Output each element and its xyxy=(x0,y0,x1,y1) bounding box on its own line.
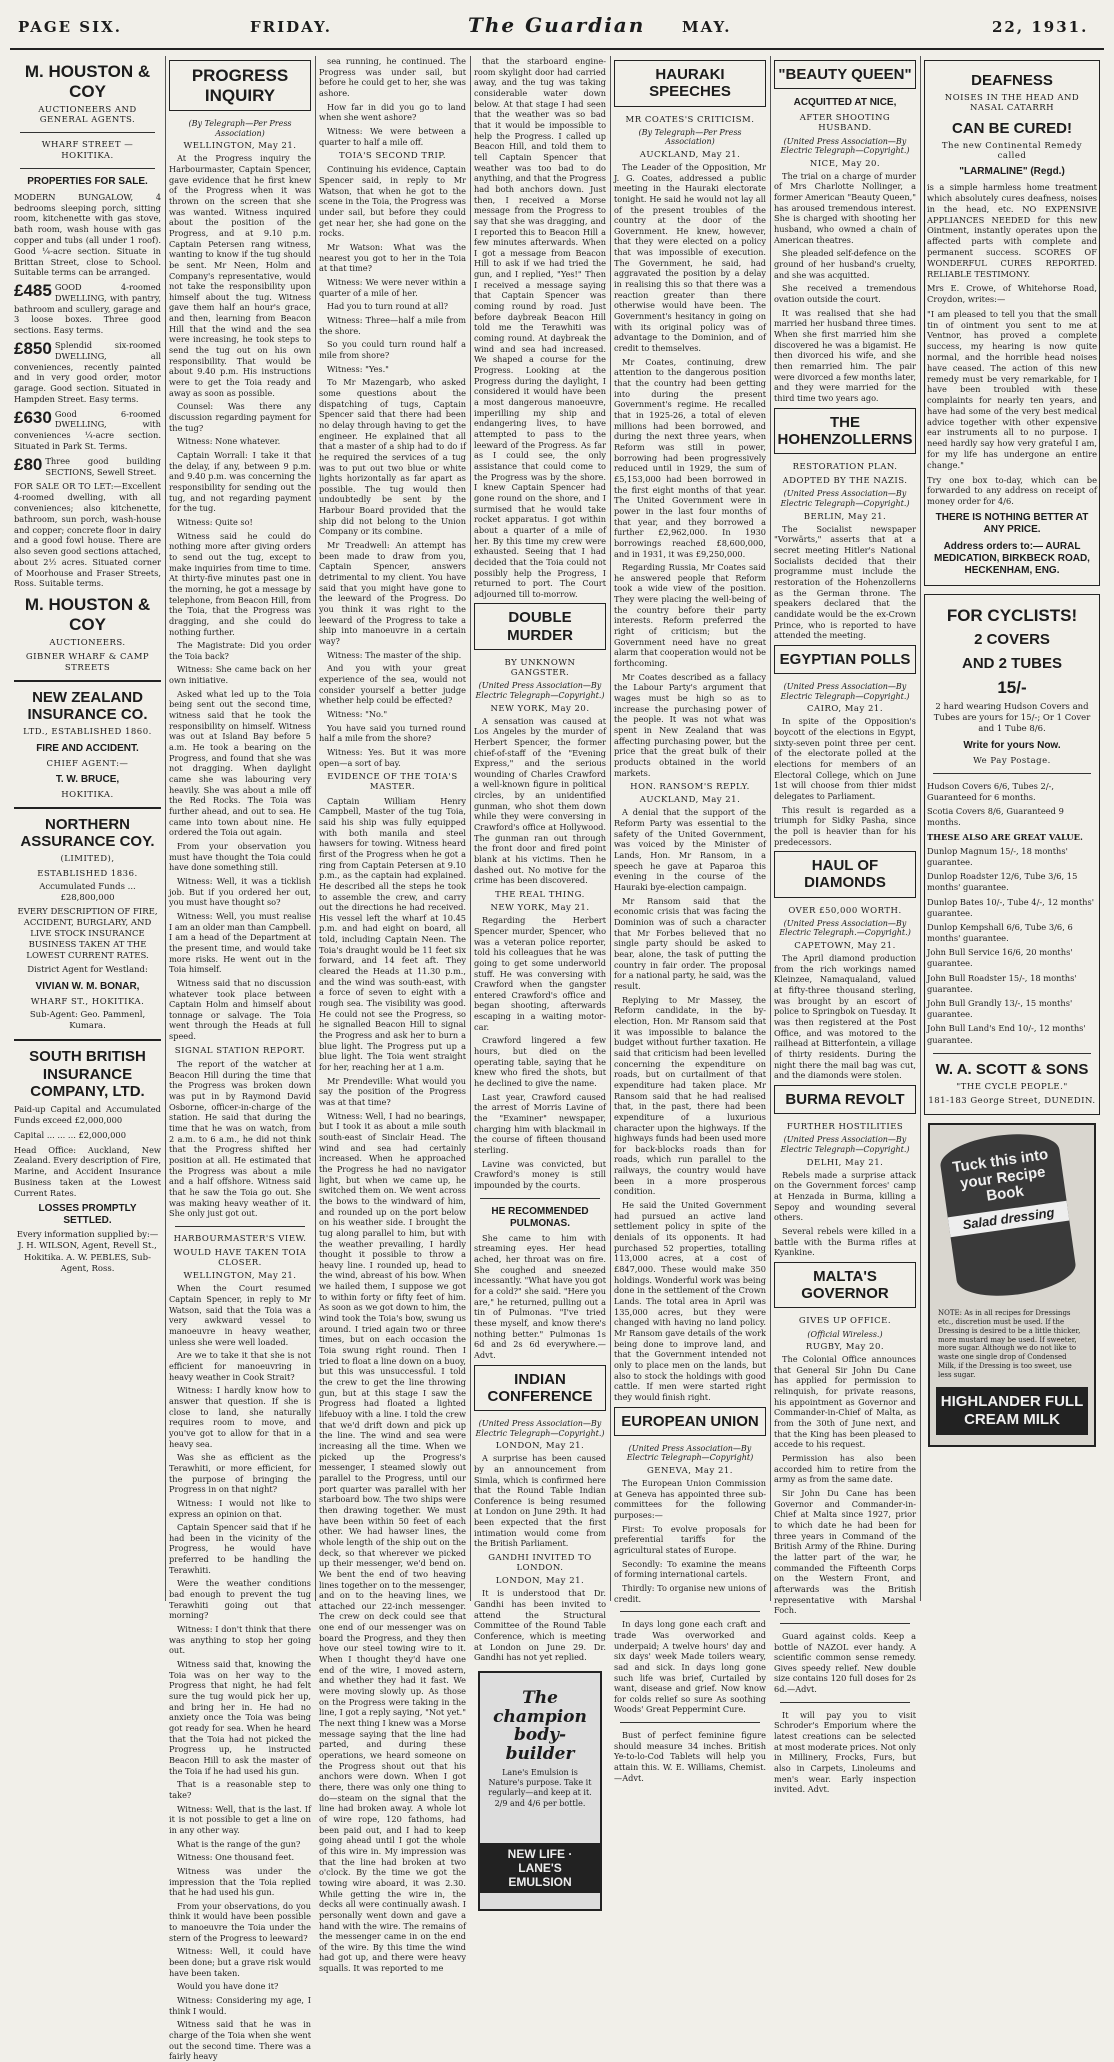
headline-box xyxy=(774,851,916,898)
advertisement-text: She came to him with streaming eyes. Her head ached, her throat was on fire. She coughed and sneezed incessantly. "What have you got for a cold?" she said. "Here you are," he returned, pulling out a tin of Pulmonas. "I've tried these myself, and know there's nothing better." Pulmonas 1s 6d and 2s 6d everywhere.—Advt. xyxy=(474,1232,606,1360)
article-paragraph: You have said you turned round half a mile from the shore? xyxy=(319,722,466,744)
article-headline: MALTA'S GOVERNOR xyxy=(801,1267,889,1303)
article-source: (By Telegraph—Per Press Association) xyxy=(638,127,742,147)
article-headline: HAUL OF DIAMONDS xyxy=(804,857,886,892)
article-headline: THE HOHENZOLLERNS xyxy=(777,413,913,448)
product-name: "LARMALINE" (Regd.) xyxy=(959,166,1065,178)
article-dateline: AUCKLAND, May 21. xyxy=(639,795,741,806)
article-headline: INDIAN CONFERENCE xyxy=(487,1370,593,1405)
article-paragraph: Witness: Well, I had no bearings, but I took it as about a mile south south-east of Sinclair Head. The wind and sea had certainly increased. When he approached the Progress he had no navigator light, but when we came up, he switched them on. We went across the bows to the windward of him, and rounded up on the port below on his weather side. I brought the tug along parallel to him, but with the weather prevailing, I hardly thought it possible to throw a heavy line. I rounded up, head to the wind, abreast of his bow. When we hailed them, I suppose we got to within forty or fifty feet of him. As soon as we got down to him, the wind took the Toia's bow, swung us around. I tried again two or three times, but on each occasion the Toia swung right round. Then I tried to float a line down on a buoy, but this was unsuccessful. I told the crew to get the line throwing gun, but at this stage I saw the Progress had floated a lighted lifebuoy with a line. I told the crew that we'd drift down and pick up the line. The wind and sea were increasing all the time. When we picked up the Progress's messenger, I steamed slowly out parallel to the Progress, until our port quarter was parallel with her starboard bow. The two ships were then drawing together. We must have been within 50 feet of each other. We had hawser lines, the whole length of the ship out on the deck, so that wherever we picked up their messenger, we'd bend on. We bent the end of two heaving lines together on to the messenger, and on to the heaving lines, we attached our 22-inch messenger. The crew on deck could see that one end of our messenger was on board the Progress, and they then hove our steel towing wire to it. When I thought they'd have one end of the wire, I moved astern, and whether they had it fast. We were moving slowly up. As those on the Progress were taking in the line, I got a reply saying, "Not yet." The next thing I knew was a Morse message saying that the line had parted, and during these operations, we heard someone on the Progress shout out that his anchors were down. When I got there, there was only one thing to do—steam on the signal that the line had broken away. A whole lot of wire rope, 120 fathoms, had been paid out, and I had to keep going ahead until I got the whole of this wire in. My impression was that the line had broken at two o'clock. By the time we got the towing wire aboard, it was 2.30. While getting the wire in, the decks all were continually awash. I personally went down and gave a hand with the wire. The remains of the messenger came in on the end of the wire. By this time the wind had got up, and there were heavy squalls. It was reported to me xyxy=(319,1110,467,1974)
advertisement-headline: FOR CYCLISTS! xyxy=(946,605,1078,625)
article-dateline: RUGBY, May 20. xyxy=(805,1342,885,1353)
article-paragraph: Witness: Three—half a mile from the shore. xyxy=(319,314,466,336)
article-paragraph: Regarding Russia, Mr Coates said he answered people that Reform took a wide view of the position. They were placing the well-being of the country before their party interests. Reform preferred the right of criticism; but the Government need have no great alarm that cooperation would not be forthcoming. xyxy=(614,562,766,669)
insurer-established: ESTABLISHED 1836. xyxy=(37,868,138,879)
insurer-description: Head Office: Auckland, New Zealand. Every description of Fire, Marine, and Accident Insurance Business taken at the Lowest Current Rates. xyxy=(14,1144,161,1198)
article-paragraph: The April diamond production from the rich workings named Kleinzee, Namaqualand, valued at fifty-three thousand sterling, was brought by an escort of police to Springbok on Tuesday. It was then registered at the Post Office, and was motored to the railhead at Bitterfontein, a village of thirty residents. During the night there the mail bag was cut, and the diamonds were stolen. xyxy=(774,953,916,1081)
milk-brand-banner: HIGHLANDER FULL CREAM MILK xyxy=(936,1387,1088,1435)
article-paragraph: Mr Watson: What was the nearest you got to her in the Toia at that time? xyxy=(319,242,466,274)
article-paragraph: It is understood that Dr. Gandhi has been invited to attend the Structural Committee of the Round Table Conference, which is meeting at London on June 29. Dr. Gandhi has not yet replied. xyxy=(474,1588,606,1663)
article-paragraph: Mr Coates described as a fallacy the Labour Party's argument that wages must be high so as to increase the purchasing power of the people. It was not what was spent in New Zealand that was affecting purchasing power, but the price that the great bulk of their products obtained in the world markets. xyxy=(614,671,766,778)
article-paragraph: So you could turn round half a mile from shore? xyxy=(319,339,466,360)
advertisement-heading: HE RECOMMENDED PULMONAS. xyxy=(491,1205,589,1229)
advertiser-slogan: "THE CYCLE PEOPLE." xyxy=(956,1082,1068,1093)
price-list-item: Dunlop Bates 10/-, Tube 4/-, 12 months' guarantee. xyxy=(927,896,1095,918)
advertisement-headline: CAN BE CURED! xyxy=(952,119,1072,137)
article-source: (United Press Association—By Electric Telegraph.—Copyright.) xyxy=(779,918,911,938)
sub-agent: Sub-Agent: Geo. Pammenl, Kumara. xyxy=(29,1010,146,1032)
article-dateline: DELHI, May 21. xyxy=(806,1157,884,1168)
advertisement-text: 2 hard wearing Hudson Covers and Tubes are yours for 15/-; Or 1 Cover and 1 Tube 8/6. xyxy=(933,701,1091,734)
agent-label: CHIEF AGENT:— xyxy=(46,758,129,769)
headline-box xyxy=(774,408,916,455)
headline-box xyxy=(774,1262,916,1309)
article-paragraph: The Colonial Office announces that General Sir John Du Cane has applied for permission to relinquish, for private reasons, his appointment as Governor and Commander-in-Chief of Malta, as from the 30th of June next, and that the King has been pleased to accede to his request. xyxy=(774,1354,916,1450)
insurer-name: NORTHERN ASSURANCE COY. xyxy=(20,815,155,851)
article-source: (United Press Association—By Electric Telegraph—Copyright) xyxy=(626,1443,754,1463)
article-paragraph: Witness: She came back on her own initiative. xyxy=(169,664,311,686)
article-source: (United Press Association—By Electric Telegraph—Copyright.) xyxy=(780,489,910,509)
advertisement-text: is a simple harmless home treatment which absolutely cures deafness, noises in the head, etc. NO EXPENSIVE APPLIANCES NEEDED for this new Ointment, instantly operates upon the affected parts with complete and permanent success. SCORES OF WONDERFUL CURES REPORTED. RELIABLE TESTIMONY. xyxy=(927,182,1097,279)
property-price: £485 xyxy=(14,281,52,301)
masthead-month: MAY. xyxy=(682,18,732,36)
article-paragraph: Crawford lingered a few hours, but died on the operating table, saying that he knew who fired the shots, but he declined to give the name. xyxy=(474,1035,606,1089)
article-subheading: EVIDENCE OF THE TOIA'S MASTER. xyxy=(327,772,458,793)
article-paragraph: Would you have done it? xyxy=(177,1981,279,1992)
property-price: £850 xyxy=(14,339,52,358)
agent-name: VIVIAN W. M. BONAR, xyxy=(35,981,140,993)
divider xyxy=(20,168,155,169)
article-paragraph: What is the range of the gun? xyxy=(177,1838,301,1849)
divider xyxy=(14,680,161,682)
article-paragraph: He said the United Government had pursued an active land settlement policy in spite of the denials of its opponents. It had purchased 52 properties, totalling 113,000 acres, at a cost of £847,000. These would make 350 holdings. Wonderful work was being done in the settlement of the Crown Lands. The total area in April was 135,000 acres, but they were changed with having no land policy. Mr Ransom gave details of the work being done to improve land, and that the Government intended not only to place men on the lands, but also to stock the holdings with good cattle. If men were started right they would finish right. xyxy=(614,1200,766,1402)
article-headline: PROGRESS INQUIRY xyxy=(191,66,289,105)
advertisement-headline: DEAFNESS xyxy=(971,72,1053,89)
advertisement-testimonial: "I am pleased to tell you that the small tin of ointment you sent to me at Ventnor, has proved a complete success, my hearing is now quite normal, and the horrible head noises have ceased. The action of this new remedy must be very remarkable, for I have been troubled with these complaints for nearly ten years, and have had some of the very best medical advice together with other expensive ear instruments all to no purpose. I need hardly say how very grateful I am, for my life has undergone an entire change." xyxy=(927,308,1097,470)
article-paragraph: Witness: I don't think that there was anything to stop her going out. xyxy=(169,1624,311,1656)
article-subheading: MR COATES'S CRITICISM. xyxy=(625,114,755,125)
insurer-slogan: LOSSES PROMPTLY SETTLED. xyxy=(38,1203,137,1227)
advertisement-subheading: The new Continental Remedy called xyxy=(941,140,1083,162)
price-list-item: Dunlop Kempshall 6/6, Tube 3/6, 6 months' guarantee. xyxy=(927,921,1073,944)
article-paragraph: Witness said he could do nothing more after giving orders to send out the tug, except to make inquiries from time to time. At thirty-five minutes past one in the morning, he got a message by telephone, from Beacon Hill, from the Toia, that the Progress was dragging, and she could do nothing further. xyxy=(169,530,311,637)
insurer-funds: Accumulated Funds ... £28,800,000 xyxy=(39,881,136,903)
article-subheading: SIGNAL STATION REPORT. xyxy=(174,1045,306,1056)
advertisement-headline: Tuck this into your Recipe Book xyxy=(951,1146,1050,1206)
divider xyxy=(780,1623,910,1624)
article-dateline: NEW YORK, May 20. xyxy=(490,703,590,714)
article-dateline: GENEVA, May 21. xyxy=(646,1466,734,1476)
headline-box xyxy=(614,60,766,107)
article-paragraph: Mr Prendeville: What would you say the position of the Progress was at that time? xyxy=(319,1075,466,1107)
article-paragraph: Witness: We were never within a quarter of a mile of her. xyxy=(319,277,466,298)
property-description: Splendid six-roomed DWELLING, all conveniences, recently painted and in very good order, motor garage. Good section. Situated in Hampden Street. Easy terms. xyxy=(14,340,161,404)
article-paragraph: Witness: Well, it could have been done; but a grave risk would have been taken. xyxy=(169,1946,311,1978)
masthead-day: FRIDAY. xyxy=(250,18,333,36)
article-paragraph: The trial on a charge of murder of Mrs Charlotte Nollinger, a former American "Beauty Queen," has aroused tremendous interest. She is charged with shooting her husband, who owned a chain of American theatres. xyxy=(774,170,917,245)
offer-line: AND 2 TUBES xyxy=(961,654,1062,672)
advertiser-name: M. HOUSTON & COY xyxy=(24,62,151,101)
article-dateline: CAIRO, May 21. xyxy=(806,704,884,715)
article-source: (United Press Association—By Electric Telegraph—Copyright.) xyxy=(780,136,910,156)
article-paragraph: Mr Treadwell: An attempt has been made to draw from you, Captain Spencer, answers detrimental to my client. You have said that you might have gone to the leeward of the Progress. Do you think it was right to the leeward of the Progress to take a ship into manoeuvre in a certain way? xyxy=(319,540,466,646)
article-paragraph: The European Union Commission at Geneva has appointed three sub-committees for the following purposes:— xyxy=(614,1478,766,1520)
article-dateline: WELLINGTON, May 21. xyxy=(183,1271,297,1282)
article-paragraph: At the Progress inquiry the Harbourmaster, Captain Spencer, gave evidence that he first knew of the Progress when it was thrown on the screen that she was wanted. Witness inquired about the position of the Progress, and at 9.10 p.m. Captain Petersen rang witness, wanting to know if the tug should be sent. Mr Neen, Holm and Company's representative, would not take the responsibility upon himself about the tug. Witness gave them half an hour's grace, and then, learning from Beacon Hill that the wind and the sea were increasing, he took steps to send the tug out on his own responsibility. That would be about 9.40 p.m. His instructions were to get the Toia ready and away as soon as possible. xyxy=(169,153,311,398)
headline-box xyxy=(474,1365,606,1412)
article-paragraph: Secondly: To examine the means of forming international cartels. xyxy=(614,1558,766,1580)
insurer-capital: Capital ... ... ... £2,000,000 xyxy=(14,1129,126,1140)
advertiser-address: WHARF STREET — HOKITIKA. xyxy=(41,140,134,161)
article-subheading: GANDHI INVITED TO LONDON. xyxy=(488,1553,592,1574)
insurer-name: SOUTH BRITISH INSURANCE COMPANY, LTD. xyxy=(29,1048,146,1100)
advertisement-subheading: NOISES IN THE HEAD AND NASAL CATARRH xyxy=(944,93,1080,114)
insurer-name: NEW ZEALAND INSURANCE CO. xyxy=(27,688,148,724)
agent-info: Every information supplied by:— J. H. WILSON, Agent, Revell St., Hokitika. A. W. PEBLES, Sub-Agent, Ross. xyxy=(16,1230,159,1274)
article-paragraph: The Magistrate: Did you order the Toia back? xyxy=(169,640,311,661)
article-headline: BURMA REVOLT xyxy=(785,1090,905,1108)
highlander-milk-advertisement xyxy=(928,1123,1096,1447)
article-paragraph: Witness: "Yes." xyxy=(327,363,389,374)
article-paragraph: Witness: Quite so! xyxy=(177,516,253,527)
offer-price: 15/- xyxy=(997,677,1027,697)
article-paragraph: And you with your great experience of the sea, would not consider yourself a better judge whether help could be effected? xyxy=(319,663,466,706)
article-paragraph: Witness was under the impression that the Toia replied that he had used his gun. xyxy=(169,1865,311,1898)
insurer-type: FIRE AND ACCIDENT. xyxy=(36,742,139,754)
article-paragraph: From your observations, do you think it would have been possible to manoeuvre the Toia under the stern of the Progress to leeward? xyxy=(169,1900,311,1943)
article-paragraph: First: To evolve proposals for preferential tariffs for the agricultural states of Europe. xyxy=(614,1523,766,1555)
article-paragraph: Witness said that no discussion whatever took place between Captain Holm and himself about tonnage or salvage. The Toia went through the Heads at full speed. xyxy=(169,977,311,1042)
article-paragraph: This result is regarded as a triumph for Sidky Pasha, since the poll is heavier than for his predecessors. xyxy=(774,804,916,847)
agent-name: T. W. BRUCE, xyxy=(55,773,120,785)
article-dateline: NEW YORK, May 21. xyxy=(490,903,590,914)
article-dateline: WELLINGTON, May 21. xyxy=(183,141,297,152)
article-paragraph: Lavine was convicted, but Crawford's money is still impounded by the courts. xyxy=(474,1158,606,1190)
article-paragraph: She received a tremendous ovation outside the court. xyxy=(774,283,916,305)
divider xyxy=(20,132,155,133)
column-progress-inquiry-continued xyxy=(315,56,470,1974)
article-paragraph: Captain William Henry Campbell, Master of the tug Toia, said his ship was fully equipped with both manila and steel hawsers for towing. Witness heard first of the Progress when he got a ring from Captain Petersen at 9.10 p.m., as the captain had explained. He described all the steps he took to assemble the crew, and carry out the directions he had received. His vessel left the wharf at 10.45 p.m. and had eight on board, all told, including Captain Neen. The Toia's draught would be 11 feet six forward, and 14 feet aft. They cleared the Heads at 11.30 p.m., and the wind was south-east, with a force of seven to eight with a rough sea. The visibility was good. He could not see the Progress, so he signalled Beacon Hill to signal the Progress and ask her to burn a blue light. The Progress put up a blue light. The Toia went straight for her, reaching her at 1 a.m. xyxy=(319,795,466,1072)
property-listing xyxy=(14,456,161,478)
masthead-date: 22, 1931. xyxy=(992,18,1089,36)
lanes-emulsion-advertisement xyxy=(478,1671,602,1911)
divider xyxy=(933,1053,1091,1054)
article-paragraph: The Leader of the Opposition, Mr J. G. Coates, addressed a public meeting in the Hauraki electorate tonight. He said he would not lay all of the present troubles of the country at the door of the Government. He knew, however, that they were elected on a policy that was impossible of execution. The Government, he said, had aggravated the position by a delay in realising this so that there was a reaction greater than there otherwise would have been. The Government's hesitancy in going on with its original policy was of advantage to the Dominion, and of credit to themselves. xyxy=(614,161,766,354)
article-paragraph: Was she as efficient as the Terawhiti, or more efficient, for the purpose of bringing the Progress in on that night? xyxy=(169,1452,311,1495)
article-source: (United Press Association—By Electric Telegraph—Copyright.) xyxy=(475,1419,605,1438)
article-paragraph: In spite of the Opposition's boycott of the elections in Egypt, sixty-seven point three per cent. of the electorate polled at the elections for members of an Electoral College, which on June 1st will choose from thier midst delegates to Parliament. xyxy=(774,716,916,801)
property-description: Good 6-roomed DWELLING, with conveniences ¼-acre section. Situated in Park St. Terms. xyxy=(14,408,161,452)
article-paragraph: She pleaded self-defence on the ground of her husband's cruelty, and she was acquitted. xyxy=(774,248,916,280)
postage-note: We Pay Postage. xyxy=(973,755,1051,766)
article-headline: EGYPTIAN POLLS xyxy=(779,650,911,668)
article-paragraph: Witness: I hardly know how to answer that question. If she is close to land, she naturally requires room to move, and you've got to allow for that in a heavy sea. xyxy=(169,1385,311,1449)
article-paragraph: Counsel: Was there any discussion regarding payment for the tug? xyxy=(169,401,311,433)
article-paragraph: Mr Coates, continuing, drew attention to the dangerous position that the country had been getting into during the present Government's regime. He recalled that in 1925-26, a total of eleven millions had been borrowed, and during the next three years, when Reform was still in power, borrowing had been progressively reduced until in 1929, the sum of £5,153,000 had been borrowed in the first eight months of that year. The United Government were in power in the last four months of that year, and they borrowed a further £2,962,000. In 1930 borrowings reached £8,600,000, and in 1931, it was £9,250,000. xyxy=(614,356,766,559)
insurer-established: LTD., ESTABLISHED 1860. xyxy=(23,727,152,738)
property-description: GOOD 4-roomed DWELLING, with pantry, bathroom and scullery, garage and 3 loose boxes. Three good sections. Easy terms. xyxy=(14,282,161,336)
column-cable-news xyxy=(770,56,920,1795)
advertisement-text: Mrs E. Crowe, of Whitehorse Road, Croydon, writes:— xyxy=(927,283,1097,305)
insurer-capital: Paid-up Capital and Accumulated Funds exceed £2,000,000 xyxy=(14,1104,161,1125)
headline-box xyxy=(774,1085,916,1114)
price-list-item: John Bull Land's End 10/-, 12 months' guarantee. xyxy=(927,1023,1086,1045)
article-headline: DOUBLE MURDER xyxy=(507,609,573,644)
agent-town: HOKITIKA. xyxy=(61,789,114,800)
article-subheading: WOULD HAVE TAKEN TOIA CLOSER. xyxy=(173,1248,307,1269)
advertisement-text: Bust of perfect feminine figure should measure 34 inches. British Ye-to-lo-Cod Tablets will help you attain this. W. E. Williams, Chemist.—Advt. xyxy=(614,1730,766,1783)
divider xyxy=(933,773,1091,774)
headline-box xyxy=(474,603,606,650)
price-list-item: John Bull Grandly 13/-, 15 months' guarantee. xyxy=(927,998,1073,1020)
headline-box xyxy=(774,645,916,674)
article-paragraph: Witness: We were between a quarter to half a mile off. xyxy=(319,125,466,147)
article-subheading: AFTER SHOOTING HUSBAND. xyxy=(799,113,891,134)
article-subheading: FURTHER HOSTILITIES xyxy=(786,1122,904,1133)
article-paragraph: Witness: None whatever. xyxy=(177,436,281,447)
price-list-item: John Bull Service 16/6, 20 months' guarantee. xyxy=(927,947,1073,969)
advertisement-text: Guard against colds. Keep a bottle of NAZOL ever handy. A scientific common sense remedy. Gives speedy relief. New double size contains 120 full doses for 2s 6d.—Advt. xyxy=(774,1630,916,1695)
agent-address: WHARF ST., HOKITIKA. xyxy=(30,997,145,1008)
property-listing: MODERN BUNGALOW, 4 bedrooms sleeping porch, sitting room, kitchenette with gas stove, bath room, wash house with gas copper and tubs (all under 1 roof). Good ¼-acre section. Situate in Brittan Street, close to School. Suitable terms can be arranged. xyxy=(14,191,161,278)
advertisement-headline: The champion body-builder xyxy=(493,1687,587,1764)
advertiser-address: GIBNER WHARF & CAMP STREETS xyxy=(25,652,150,673)
article-paragraph: that the starboard engine-room skylight door had carried away, and the tug was taking considerable water down below. At that stage I had seen that the weather was so bad that it would be impossible to help the Progress. I called up Beacon Hill, and told them to tell Captain Spencer that weather was too bad to do anything, and that the Progress had both anchors down. Just then, I received a Morse message from the Progress to say that she was dragging, and I reported this to Beacon Hill a few minutes afterwards. When I got a message from Beacon Hill to ask if we had tried the gun, and I replied, "Yes!" Then I received a message saying that Captain Spencer was coming round by road. Just before daybreak Beacon Hill told me the Terawhiti was coming round. At daybreak the wind and sea had increased. We shaped a course for the Progress. Looking at the Progress during the daylight, I considered it would have been a most dangerous manoeuvre, imperilling my ship and endangering lives, to have attempted to pass to the leeward of the Progress. As far as I could see, the only assistance that could come to the Progress was by the shore. I knew Captain Spencer had gone round on the shore, and I surmised that he would take rocket apparatus. I got within about a quarter of a mile of her. By this time my crew were exhausted. Seeing that I had decided that the Toia could not possibly help the Progress, I returned to port. The Court adjourned till to-morrow. xyxy=(474,56,606,599)
article-dateline: CAPETOWN, May 21. xyxy=(794,941,896,952)
headline-box xyxy=(169,60,311,111)
article-paragraph: From your observation you must have thought the Toia could have done something still. xyxy=(169,840,311,873)
article-paragraph: Witness: One thousand feet. xyxy=(177,1852,295,1863)
headline-box xyxy=(774,60,916,89)
price-list-item: Hudson Covers 6/6, Tubes 2/-, Guaranteed for 6 months. xyxy=(927,780,1055,803)
advertiser-subtitle: AUCTIONEERS AND GENERAL AGENTS. xyxy=(38,105,137,126)
column-right-advertisements xyxy=(920,56,1104,1601)
advertiser-address: 181-183 George Street, DUNEDIN. xyxy=(928,1096,1096,1107)
article-paragraph: A surprise has been caused by an announcement from Simla, which is confirmed here that the Round Table Indian Conference is being resumed at London on June 29th. It had been expected that the first intimation would come from the British Parliament. xyxy=(474,1453,606,1549)
article-paragraph: Witness: The master of the ship. xyxy=(327,649,462,660)
article-paragraph: That is a reasonable step to take? xyxy=(169,1779,311,1800)
article-paragraph: Mr Ransom said that the economic crisis that was facing the Dominion was of such a character that Mr Forbes believed that no single party should be asked to bear, alone, the task of putting the country in fair order. The proposal for a national party, he said, was the result. xyxy=(614,895,766,991)
divider xyxy=(780,1702,910,1703)
advertisement-text: Lane's Emulsion is Nature's purpose. Take it regularly—and keep at it. 2/9 and 4/6 per bottle. xyxy=(488,1767,592,1808)
divider xyxy=(14,807,161,809)
article-subheading: BY UNKNOWN GANGSTER. xyxy=(504,657,576,679)
article-subheading: HON. RANSOM'S REPLY. xyxy=(630,782,750,793)
article-paragraph: Witness: Well, it was a ticklish job. But if you ordered her out, you must have thought so? xyxy=(169,875,311,908)
advertiser-name: W. A. SCOTT & SONS xyxy=(935,1060,1089,1078)
article-paragraph: Sir John Du Cane has been Governor and Commander-in-Chief at Malta since 1927, prior to which date he had been for three years in Command of the British Army of the Rhine. During the latter part of the war, he commanded the Fifteenth Corps on the Western Front, and afterwards was the British representative with Marshal Foch. xyxy=(774,1487,916,1616)
divider xyxy=(480,1198,600,1199)
column-politics xyxy=(610,56,770,1783)
article-paragraph: The Socialist newspaper "Vorwärts," asserts that at a secret meeting Hitler's National Socialists decided that their programme must include the restoration of the Hohenzollerns as the German throne. The speakers declared that the candidate would be the ex-Crown Prince, who is reported to have attended the meeting. xyxy=(774,523,916,641)
column-progress-inquiry xyxy=(165,56,315,2062)
article-headline: HAURAKI SPEECHES xyxy=(649,66,731,101)
divider xyxy=(14,1039,161,1041)
article-paragraph: To Mr Mazengarb, who asked some questions about the dispatching of tugs, Captain Spencer said that there had been no delay through having to get the engineer. He explained that all that a master of a ship had to do if he required the services of a tug was to put out two blue or white lights horizontally as far apart as possible. The tug would then undoubtedly be sent by the Harbour Board provided that the ship did not belong to the Union Company or its combine. xyxy=(319,377,466,537)
article-dateline: NICE, May 20. xyxy=(809,158,881,169)
recipe-note: NOTE: As in all recipes for Dressings etc., discretion must be used. If the Dressing is desired to be a little thicker, more mustard may be used. If sweeter, more sugar. Although we do not like to waste one single drop of Condensed Milk, if the Dressing is too sweet, use less sugar. xyxy=(938,1309,1081,1379)
article-paragraph: Witness: Yes. But it was more open—a sort of bay. xyxy=(319,746,466,768)
masthead xyxy=(10,8,1104,50)
article-paragraph: Had you to turn round at all? xyxy=(327,301,448,312)
article-source: (By Telegraph—Per Press Association) xyxy=(188,119,292,138)
article-paragraph: Witness: I would not like to express an opinion on that. xyxy=(169,1497,311,1519)
article-paragraph: Asked what led up to the Toia being sent out the second time, witness said that he took the responsibility on himself. Witness was out at Island Bay before 5 a.m. He took a bearing on the Progress, and found that she was not dragging. When daylight came she was labouring very heavily. She was about a mile off the Red Rocks. The Toia was further ahead, and out to sea. He came into town about nine. He ordered the Toia out again. xyxy=(169,688,311,838)
article-paragraph: It was realised that she had married her husband three times. When she first married him she discovered he was a bigamist. He then divorced his wife, and she then remarried him. The pair were divorced a few months later, and they were married for the third time two years ago. xyxy=(774,307,916,403)
divider xyxy=(620,1611,760,1612)
advertiser-name: M. HOUSTON & COY xyxy=(24,595,151,634)
advertisement-verse: In days long gone each craft and trade Was overworked and underpaid; A twelve hours' day and six days' week Made toilers weary, sad and sick. In days long gone such life was brief, Curtailed by want, disease and grief. Now know for colds relief so sure As soothing Woods' Great Peppermint Cure. xyxy=(614,1619,766,1715)
article-paragraph: Captain Spencer said that if he had been in the vicinity of the Progress, he would have preferred to be handling the Terawhiti. xyxy=(169,1522,311,1575)
insurer-description: EVERY DESCRIPTION OF FIRE, ACCIDENT, BURGLARY, AND LIVE STOCK INSURANCE BUSINESS TAKEN AT THE LOWEST CURRENT RATES. xyxy=(17,906,158,962)
advertisement-brand: NEW LIFE · LANE'S EMULSION xyxy=(480,1843,600,1893)
article-subheading: OVER £50,000 WORTH. xyxy=(788,905,902,916)
offer-line: 2 COVERS xyxy=(974,631,1050,649)
article-headline: "BEAUTY QUEEN" xyxy=(778,66,912,83)
article-paragraph: Permission has also been accorded him to retire from the army as from the same date. xyxy=(774,1453,916,1485)
article-paragraph: Witness: "No." xyxy=(327,708,388,719)
price-list-item: John Bull Roadster 15/-, 18 months' guarantee. xyxy=(927,972,1077,994)
page-number: PAGE SIX. xyxy=(18,18,123,36)
article-dateline: LONDON, May 21. xyxy=(495,1576,585,1587)
price-list-item: THESE ALSO ARE GREAT VALUE. xyxy=(927,831,1083,842)
property-listing xyxy=(14,340,161,405)
article-dateline: BERLIN, May 21. xyxy=(803,511,887,522)
section-heading: PROPERTIES FOR SALE. xyxy=(27,175,148,187)
deafness-advertisement xyxy=(924,60,1100,586)
headline-box xyxy=(614,1407,766,1436)
article-source: (United Press Association—By Electric Telegraph—Copyright.) xyxy=(780,682,910,701)
advertisement-slogan: THERE IS NOTHING BETTER AT ANY PRICE. xyxy=(935,511,1089,535)
article-paragraph: Rebels made a surprise attack on the Government forces' camp at Henzada in Burma, killing a Sepoy and wounding several others. xyxy=(774,1169,916,1223)
article-paragraph: Thirdly: To organise new unions of credit. xyxy=(614,1582,766,1604)
article-paragraph: sea running, he continued. The Progress was under sail, but before he could get to her, she was ashore. xyxy=(319,56,466,98)
milk-tin-illustration xyxy=(937,1128,1078,1303)
article-subheading: ACQUITTED AT NICE, xyxy=(793,97,897,109)
column-advertisements xyxy=(10,56,165,1601)
masthead-paper-name: The Guardian xyxy=(468,13,646,37)
insurer-ltd: (LIMITED), xyxy=(60,854,115,865)
tyre-price-list xyxy=(927,781,1097,1046)
property-price: £80 xyxy=(14,454,43,474)
divider xyxy=(620,1722,760,1723)
article-paragraph: Continuing his evidence, Captain Spencer said, in reply to Mr Watson, that when he got to the scene in the Toia, the Progress was under sail, but before they could get near her, she had gone on the rocks. xyxy=(319,164,466,239)
article-subheading: TOIA'S SECOND TRIP. xyxy=(338,151,447,162)
article-subheading: HARBOURMASTER'S VIEW. xyxy=(173,1233,307,1244)
article-source: (United Press Association—By Electric Telegraph—Copyright.) xyxy=(475,681,605,700)
property-listing xyxy=(14,282,161,336)
article-paragraph: A denial that the support of the Reform Party was essential to the safety of the United Government, was voiced by the Minister of Lands, Hon. Mr Ransom, in a speech he gave at Paparoa this evening in the course of the Hauraki bye-election campaign. xyxy=(614,807,766,893)
article-paragraph: Last year, Crawford caused the arrest of Morris Lavine of the "Examiner" newspaper, charging him with blackmail in the course of fifteen thousand sterling. xyxy=(474,1091,606,1155)
article-paragraph: Were the weather conditions bad enough to prevent the tug Terawhiti going out that morning? xyxy=(169,1578,311,1621)
article-paragraph: The report of the watcher at Beacon Hill during the time that the Progress was broken down was put in by Raymond David Osborne, officer-in-charge of the station. He said that during the time that he was on watch, from 2 a.m. to 6 a.m., he did not think that the Progress shifted her position at all. He estimated that the Progress was about a mile and a half offshore. Witness said that he saw the Toia go out. She was making heavy weather of it. She only just got out. xyxy=(169,1058,311,1219)
article-paragraph: How far in did you go to land when she went ashore? xyxy=(319,101,466,123)
article-subheading: RESTORATION PLAN. xyxy=(792,462,898,473)
article-dateline: AUCKLAND, May 21. xyxy=(639,149,741,160)
article-paragraph: Are we to take it that she is not efficient for manoeuvring in heavy weather in Cook Strait? xyxy=(169,1350,311,1382)
call-to-action: Write for yours Now. xyxy=(963,739,1061,751)
article-source: (Official Wireless.) xyxy=(807,1329,883,1339)
property-description: Three good building SECTIONS, Sewell Street. xyxy=(45,455,161,477)
article-paragraph: Witness said that he was in charge of the Toia when she went out the second time. There was a fairly heavy xyxy=(169,2019,311,2062)
advertisement-text: Try one box to-day, which can be forwarded to any address on receipt of money order for 4/6. xyxy=(927,474,1097,507)
divider xyxy=(175,1226,305,1227)
article-paragraph: Captain Worrall: I take it that the delay, if any, between 9 p.m. and 9.40 p.m. was concerning the responsibility for sending out the tug, and not regarding payment for the tug. xyxy=(169,450,311,514)
advertisement-text: It will pay you to visit Schroder's Emporium where the latest creations can be selected at most moderate prices. Not only in Millinery, Frocks, Furs, but also in Carpets, Linoleums and men's wear. Early inspection invited. Advt. xyxy=(774,1709,916,1795)
article-paragraph: A sensation was caused at Los Angeles by the murder of Herbert Spencer, the former chief-of-staff of the "Evening Express," and the serious wounding of Charles Crawford a well-known figure in political circles, by an unidentified gunman, who shot them down while they were conversing in Crawford's office at Hollywood. The gunman ran out through the front door and fired point blank at his victims. Then he dashed out. No motive for the crime has been discovered. xyxy=(474,715,606,886)
article-paragraph: Several rebels were killed in a battle with the Burma rifles at Kyankine. xyxy=(774,1225,916,1258)
price-list-item: Dunlop Roadster 12/6, Tube 3/6, 15 months' guarantee. xyxy=(927,871,1078,893)
article-paragraph: Regarding the Herbert Spencer murder, Spencer, who was a veteran police reporter, told his colleagues that he was going to get some underworld stuff. He was conversing with Crawford when the gangster entered Crawford's office and began shooting, afterwards escaping in a waiting motor-car. xyxy=(474,915,606,1032)
property-price: £630 xyxy=(14,407,52,427)
article-source: (United Press Association—By Electric Telegraph—Copyright.) xyxy=(780,1135,910,1154)
agent-label: District Agent for Westland: xyxy=(27,965,148,976)
article-subheading: THE REAL THING. xyxy=(495,890,585,901)
property-listing: FOR SALE OR TO LET:—Excellent 4-roomed dwelling, with all conveniences; also kitchenette, bathroom, sun porch, wash-house and copper; concrete floor in dairy and a good fowl house. There are also seven good sections attached, about 2½ acres. Situated corner of Moorhouse and Fraser Streets, Ross. Suitable terms. xyxy=(14,481,161,589)
article-paragraph: Witness said that, knowing the Toia was on her way to the Progress that night, he had felt sure the tug would pick her up, and bring her in. He had no anxiety once the Toia was being got ready for sea. When he heard that the Toia had not picked the Progress up, he instructed Beacon Hill to ask the master of the Toia if he had used his gun. xyxy=(169,1659,311,1776)
article-subheading: ADOPTED BY THE NAZIS. xyxy=(782,476,908,487)
article-dateline: LONDON, May 21. xyxy=(495,1441,585,1452)
cyclists-advertisement xyxy=(924,594,1100,1115)
price-list-item: Scotia Covers 8/6, Guaranteed 9 months. xyxy=(927,806,1064,828)
article-headline: EUROPEAN UNION xyxy=(621,1412,759,1430)
article-subheading: GIVES UP OFFICE. xyxy=(798,1316,892,1327)
article-paragraph: Witness: Considering my age, I think I would. xyxy=(169,1995,311,2016)
column-news xyxy=(470,56,610,1890)
property-listing xyxy=(14,409,161,452)
article-paragraph: Witness: Well, that is the last. If it is not possible to get a line on in any other way. xyxy=(169,1803,311,1835)
article-paragraph: When the Court resumed Captain Spencer, in reply to Mr Watson, said that the Toia was a very awkward vessel to manoeuvre in heavy weather, unless she were well loaded. xyxy=(169,1283,311,1347)
advertisement-address: Address orders to:— AURAL MEDICATION, BIRKBECK ROAD, HECKENHAM, ENG. xyxy=(934,540,1090,576)
price-list-item: Dunlop Magnum 15/-, 18 months' guarantee. xyxy=(927,845,1068,867)
article-paragraph: Replying to Mr Massey, the Reform candidate, in the by-election, Hon. Mr Ransom said that it was impossible to balance the budget without further taxation. He said that criticism had been levelled concerning the expenditure on roads, but on curtailment of that expenditure had taken place. Mr Ransom said that he had realised that, in the past, there had been expenditure of a luxurious character upon the highways. If the highways funds had been used more for back-blocks roads than for roads, which run parallel to the railways, the country would have been in a more prosperous condition. xyxy=(614,994,766,1197)
recipe-label: Salad dressing xyxy=(948,1201,1070,1238)
advertiser-subtitle: AUCTIONEERS. xyxy=(49,638,126,649)
article-paragraph: Witness: Well, you must realise I am an older man than Campbell. I am a head of the Department at the present time, and would take more risks. He went out in the Toia himself. xyxy=(169,910,311,975)
